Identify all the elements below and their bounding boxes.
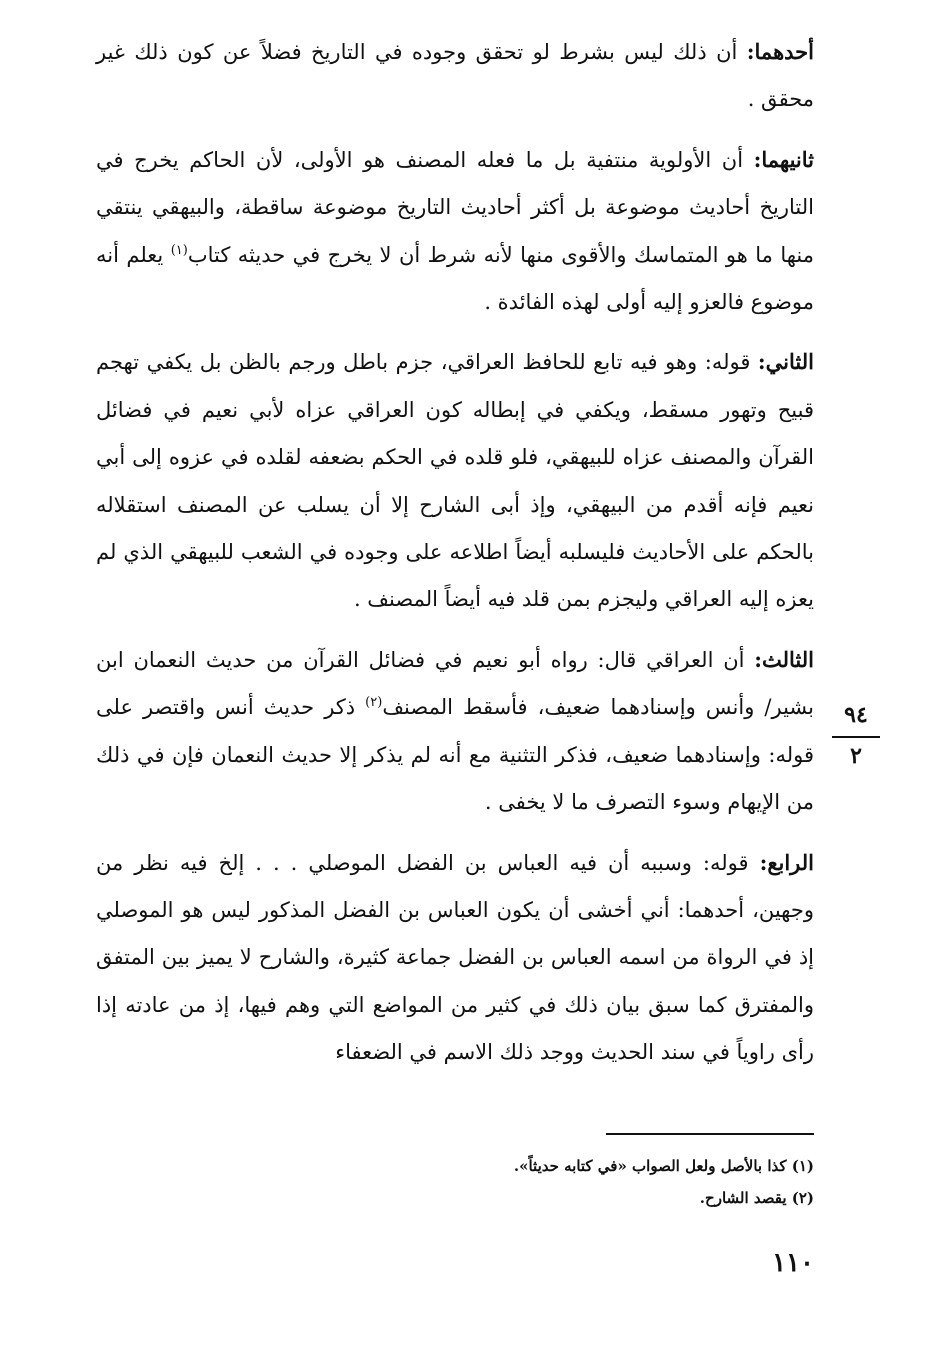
- footnote-separator: [606, 1133, 814, 1135]
- paragraph-lead: ثانيهما:: [753, 146, 814, 172]
- footnotes: [200, 1150, 814, 1214]
- footnote-ref-1: (١): [170, 242, 188, 258]
- paragraph-2: [96, 136, 814, 327]
- paragraph-text: قوله: وسببه أن فيه العباس بن الفضل الموصلي . . . إلخ فيه نظر من وجهين، أحدهما: أني أخشى أن يكون العباس بن الفضل المذكور ليس هو الموصلي إذ في الرواة من اسمه العباس بن الفضل جماعة كثيرة، والشارح لا يميز بين المتفق والمفترق كما سبق بيان ذلك في كثير من المواضع التي وهم فيها، إذ من عادته إذا رأى راوياً في سند الحديث ووجد ذلك الاسم في الضعفاء: [96, 850, 814, 1065]
- paragraph-text: أن ذلك ليس بشرط لو تحقق وجوده في التاريخ فضلاً عن كون ذلك غير محقق .: [96, 40, 814, 112]
- paragraph-4: [96, 636, 814, 827]
- manuscript-folio-marker: [832, 700, 880, 770]
- page-number: ١١٠: [772, 1248, 814, 1278]
- footnote-1: (١) كذا بالأصل ولعل الصواب «في كتابه حديثاً».: [513, 1157, 814, 1175]
- folio-side: ٢: [850, 743, 862, 769]
- folio-number: ٩٤: [844, 702, 868, 728]
- paragraph-text-cont: ذكر حديث أنس واقتصر على قوله: وإسنادهما ضعيف، فذكر التثنية مع أنه لم يذكر إلا حديث النعمان فإن في ذلك من الإيهام وسوء التصرف ما لا يخفى .: [96, 695, 814, 815]
- paragraph-lead: الثالث:: [754, 646, 814, 672]
- paragraph-1: [96, 28, 814, 124]
- paragraph-text: قوله: وهو فيه تابع للحافظ العراقي، جزم باطل ورجم بالظن بل يكفي تهجم قبيح وتهور مسقط، ويكفي في إبطاله كون العراقي عزاه لأبي نعيم في فضائل القرآن والمصنف عزاه للبيهقي، فلو قلده في الحكم بضعفه لقلده في عزوه إلى أبي نعيم فإنه أقدم من البيهقي، وإذ أبى الشارح إلا أن يسلب عن المصنف استقلاله بالحكم على الأحاديث فليسلبه أيضاً اطلاعه على وجوده في الشعب للبيهقي الذي لم يعزه إليه العراقي وليجزم بمن قلد فيه أيضاً المصنف .: [96, 350, 814, 612]
- paragraph-text: أن الأولوية منتفية بل ما فعله المصنف هو الأولى، لأن الحاكم يخرج في التاريخ أحاديث موضوعة بل أكثر أحاديث التاريخ موضوعة ساقطة، والبيهقي ينتقي منها ما هو المتماسك والأقوى منها لأنه شرط أن لا يخرج في حديثه كتاب: [96, 147, 814, 267]
- paragraph-lead: الثاني:: [757, 349, 814, 375]
- paragraph-lead: أحدهما:: [746, 39, 814, 64]
- folio-divider: [832, 736, 880, 738]
- paragraph-3: [96, 338, 814, 623]
- paragraph-5: [96, 839, 814, 1077]
- paragraph-text-cont: يعلم أنه موضوع فالعزو إليه أولى لهذه الفائدة .: [96, 242, 814, 315]
- footnote-2: (٢) يقصد الشارح.: [699, 1189, 814, 1207]
- paragraph-text: أن العراقي قال: رواه أبو نعيم في فضائل القرآن من حديث النعمان ابن بشير/ وأنس وإسنادهما ضعيف، فأسقط المصنف: [96, 647, 814, 720]
- paragraph-lead: الرابع:: [759, 849, 814, 875]
- main-text: [96, 28, 814, 1089]
- footnote-ref-2: (٢): [365, 695, 383, 711]
